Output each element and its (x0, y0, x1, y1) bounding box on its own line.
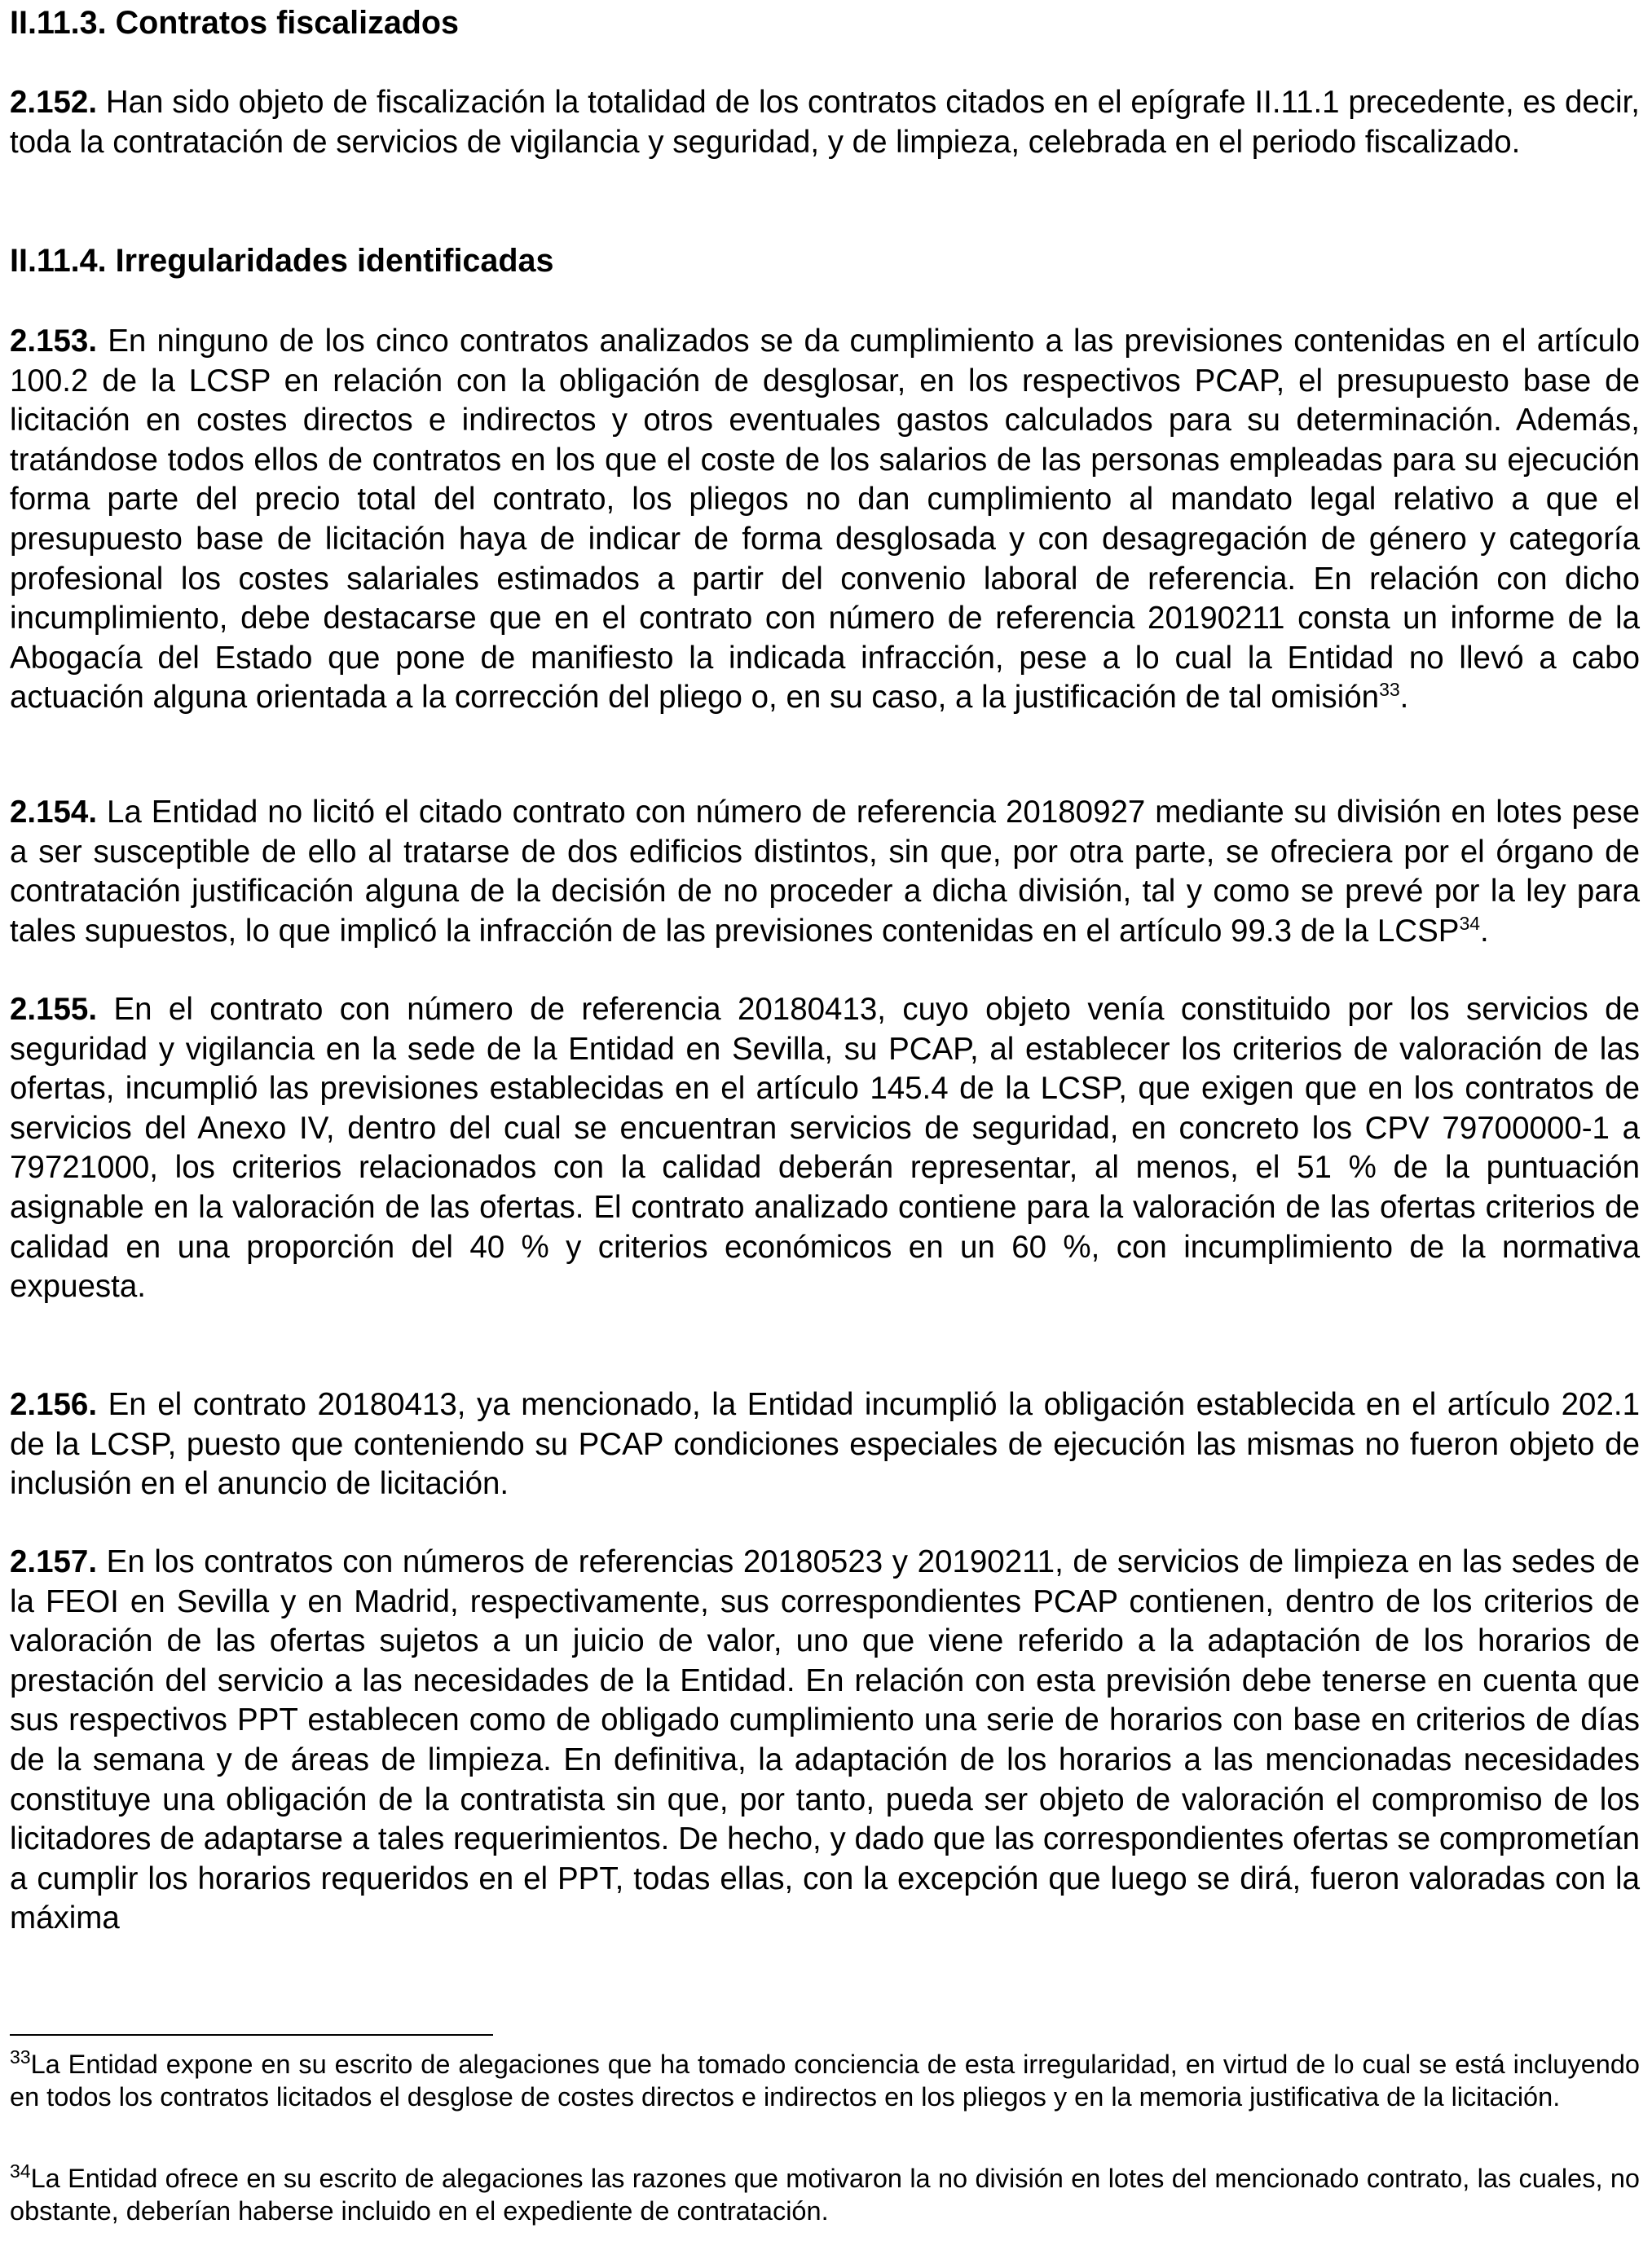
paragraph-number: 2.152. (10, 85, 98, 120)
section-heading-irregularidades (10, 242, 553, 280)
footnote-text: La Entidad ofrece en su escrito de alegaciones las razones que motivaron la no división en lotes del mencionado contrato, las cuales, no obstante, deberían haberse incluido en el expediente de contratación. (10, 2164, 1640, 2226)
paragraph-text: En ninguno de los cinco contratos analizados se da cumplimiento a las previsiones contenidas en el artículo 100.2 de la LCSP en relación con la obligación de desglosar, en los respectivos PCAP, el presupuesto base de licitación en costes directos e indirectos y otros eventuales gastos calculados para su determinación. Además, tratándose todos ellos de contratos en los que el coste de los salarios de las personas empleadas para su ejecución forma parte del precio total del contrato, los pliegos no dan cumplimiento al mandato legal relativo a que el presupuesto base de licitación haya de indicar de forma desglosada y con desagregación de género y categoría profesional los costes salariales estimados a partir del convenio laboral de referencia. En relación con dicho incumplimiento, debe destacarse que en el contrato con número de referencia 20190211 consta un informe de la Abogacía del Estado que pone de manifiesto la indicada infracción, pese a lo cual la Entidad no llevó a cabo actuación alguna orientada a la corrección del pliego o, en su caso, a la justificación de tal omisión (10, 324, 1640, 716)
paragraph-number: 2.156. (10, 1387, 98, 1422)
paragraph-2-152 (10, 83, 1640, 162)
footnote-34 (10, 2160, 1640, 2227)
paragraph-2-153 (10, 322, 1640, 718)
paragraph-2-154 (10, 793, 1640, 951)
footnote-reference-34[interactable]: 34 (1459, 912, 1481, 934)
paragraph-text: En el contrato con número de referencia 20180413, cuyo objeto venía constituido por los servicios de seguridad y vigilancia en la sede de la Entidad en Sevilla, su PCAP, al establecer los criterios de valoración de las ofertas, incumplió las previsiones establecidas en el artículo 145.4 de la LCSP, que exigen que en los contratos de servicios del Anexo IV, dentro del cual se encuentran servicios de seguridad, en concreto los CPV 79700000-1 a 79721000, los criterios relacionados con la calidad deberán representar, al menos, el 51 % de la puntuación asignable en la valoración de las ofertas. El contrato analizado contiene para la valoración de las ofertas criterios de calidad en una proporción del 40 % y criterios económicos en un 60 %, con incumplimiento de la normativa expuesta. (10, 992, 1640, 1305)
paragraph-2-157 (10, 1543, 1640, 1939)
heading-text: Irregularidades identificadas (115, 243, 554, 279)
paragraph-number: 2.157. (10, 1544, 98, 1579)
heading-number: II.11.4. (10, 243, 107, 279)
paragraph-text: En los contratos con números de referencias 20180523 y 20190211, de servicios de limpieza en las sedes de la FEOI en Sevilla y en Madrid, respectivamente, sus correspondientes PCAP contienen, dentro de los criterios de valoración de las ofertas sujetos a un juicio de valor, uno que viene referido a la adaptación de los horarios de prestación del servicio a las necesidades de la Entidad. En relación con esta previsión debe tenerse en cuenta que sus respectivos PPT establecen como de obligado cumplimiento una serie de horarios con base en criterios de días de la semana y de áreas de limpieza. En definitiva, la adaptación de los horarios a las mencionadas necesidades constituye una obligación de la contratista sin que, por tanto, pueda ser objeto de valoración el compromiso de los licitadores de adaptarse a tales requerimientos. De hecho, y dado que las correspondientes ofertas se comprometían a cumplir los horarios requeridos en el PPT, todas ellas, con la excepción que luego se dirá, fueron valoradas con la máxima (10, 1544, 1640, 1936)
paragraph-text: En el contrato 20180413, ya mencionado, la Entidad incumplió la obligación establecida en el artículo 202.1 de la LCSP, puesto que conteniendo su PCAP condiciones especiales de ejecución las mismas no fueron objeto de inclusión en el anuncio de licitación. (10, 1387, 1640, 1502)
footnote-number: 33 (10, 2046, 31, 2068)
paragraph-text: Han sido objeto de fiscalización la totalidad de los contratos citados en el epígrafe II.11.1 precedente, es decir, toda la contratación de servicios de vigilancia y seguridad, y de limpieza, celebrada en el periodo fiscalizado. (10, 85, 1640, 160)
footnote-separator (10, 2034, 493, 2036)
paragraph-end-punctuation: . (1399, 680, 1409, 716)
heading-number: II.11.3. (10, 5, 107, 41)
footnote-reference-33[interactable]: 33 (1379, 679, 1400, 701)
paragraph-number: 2.154. (10, 795, 98, 830)
paragraph-number: 2.155. (10, 992, 98, 1027)
paragraph-end-punctuation: . (1480, 913, 1489, 949)
paragraph-2-156 (10, 1385, 1640, 1504)
paragraph-text: La Entidad no licitó el citado contrato con número de referencia 20180927 mediante su división en lotes pese a ser susceptible de ello al tratarse de dos edificios distintos, sin que, por otra parte, se ofreciera por el órgano de contratación justificación alguna de la decisión de no proceder a dicha división, tal y como se prevé por la ley para tales supuestos, lo que implicó la infracción de las previsiones contenidas en el artículo 99.3 de la LCSP (10, 795, 1641, 949)
section-heading-contratos-fiscalizados (10, 4, 459, 42)
heading-text: Contratos fiscalizados (115, 5, 460, 41)
paragraph-number: 2.153. (10, 324, 98, 359)
footnote-text: La Entidad expone en su escrito de alegaciones que ha tomado conciencia de esta irregularidad, en virtud de lo cual se está incluyendo en todos los contratos licitados el desglose de costes directos e indirectos en los pliegos y en la memoria justificativa de la licitación. (10, 2050, 1640, 2112)
paragraph-2-155 (10, 990, 1640, 1307)
footnote-number: 34 (10, 2160, 31, 2182)
footnote-33 (10, 2046, 1640, 2113)
